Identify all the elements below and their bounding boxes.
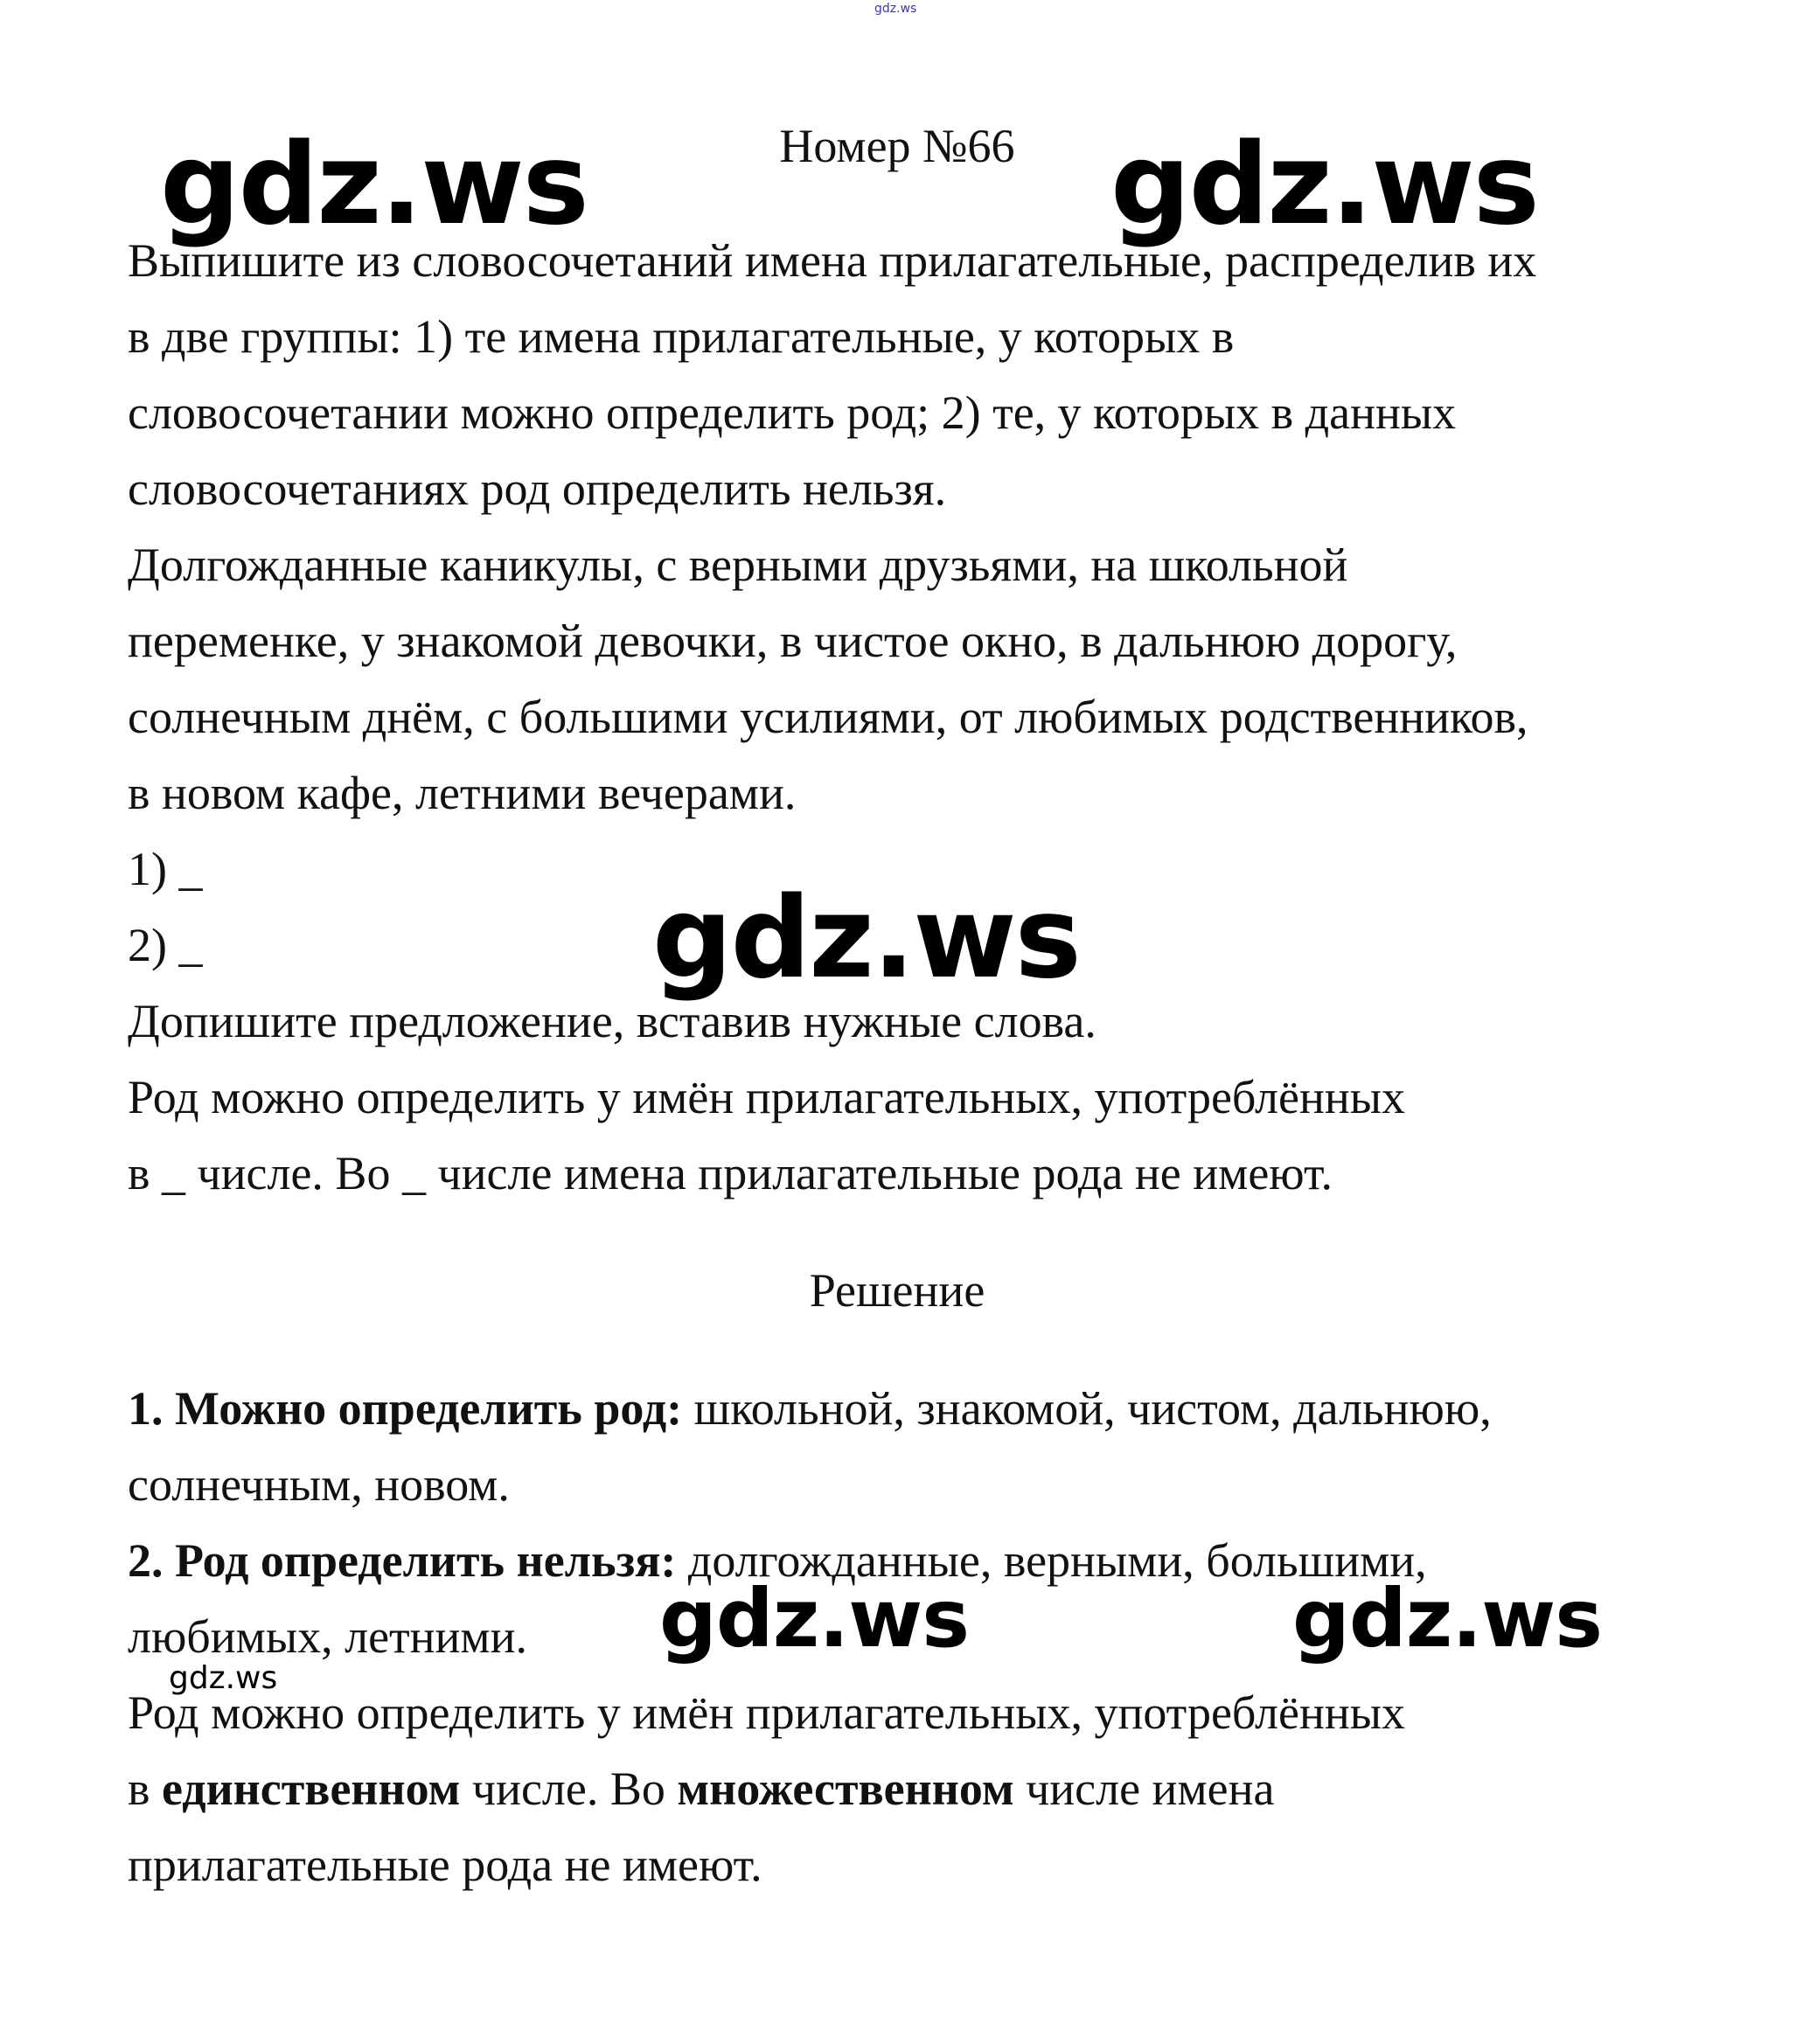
solution-group-1 [128, 1371, 1492, 1447]
solution-group-1-cont: солнечным, новом. [128, 1458, 510, 1511]
watermark: gdz.ws [160, 120, 588, 250]
task-line: Долгожданные каникулы, с верными друзьями, на школьной [128, 539, 1348, 591]
header-watermark: gdz.ws [874, 2, 917, 16]
answer-plural: множественном [677, 1762, 1014, 1815]
solution-sentence-line [128, 1751, 1274, 1827]
watermark: gdz.ws [1110, 120, 1538, 250]
task-line: в новом кафе, летними вечерами. [128, 767, 797, 819]
group-1-label: 1. Можно определить род: [128, 1382, 683, 1435]
sentence-part: числе. Во [460, 1762, 678, 1815]
solution-group-2-cont: любимых, летними. [128, 1610, 527, 1663]
task-line: переменке, у знакомой девочки, в чистое окно, в дальнюю дорогу, [128, 615, 1458, 667]
task-line: в две группы: 1) те имена прилагательные, у которых в [128, 310, 1235, 363]
group-2-label: 2. Род определить нельзя: [128, 1534, 677, 1587]
blank-answer-1: 1) _ [128, 843, 203, 895]
page-title: Номер №66 [779, 120, 1015, 172]
watermark: gdz.ws [659, 1572, 969, 1665]
task-line: словосочетаниях род определить нельзя. [128, 462, 947, 515]
task-line: в _ числе. Во _ числе имена прилагательные рода не имеют. [128, 1147, 1333, 1199]
answer-singular: единственном [162, 1762, 461, 1815]
sentence-part: в [128, 1762, 162, 1815]
task-line: словосочетании можно определить род; 2) те, у которых в данных [128, 386, 1457, 439]
solution-sentence-line: Род можно определить у имён прилагательных, употреблённых [128, 1686, 1406, 1739]
watermark: gdz.ws [1292, 1572, 1602, 1665]
blank-answer-2: 2) _ [128, 919, 203, 971]
group-2-words: долгожданные, верными, большими, [676, 1534, 1427, 1587]
sentence-part: числе имена [1013, 1762, 1275, 1815]
group-1-words: школьной, знакомой, чистом, дальнюю, [682, 1382, 1492, 1435]
solution-heading: Решение [809, 1264, 985, 1317]
watermark: gdz.ws [652, 873, 1080, 1004]
task-line: Допишите предложение, вставив нужные слова. [128, 995, 1096, 1047]
task-line: Выпишите из словосочетаний имена прилагательные, распределив их [128, 234, 1537, 287]
solution-sentence-line: прилагательные рода не имеют. [128, 1839, 762, 1891]
task-line: солнечным днём, с большими усилиями, от любимых родственников, [128, 691, 1528, 743]
task-line: Род можно определить у имён прилагательных, употреблённых [128, 1071, 1406, 1123]
watermark: gdz.ws [169, 1660, 278, 1696]
